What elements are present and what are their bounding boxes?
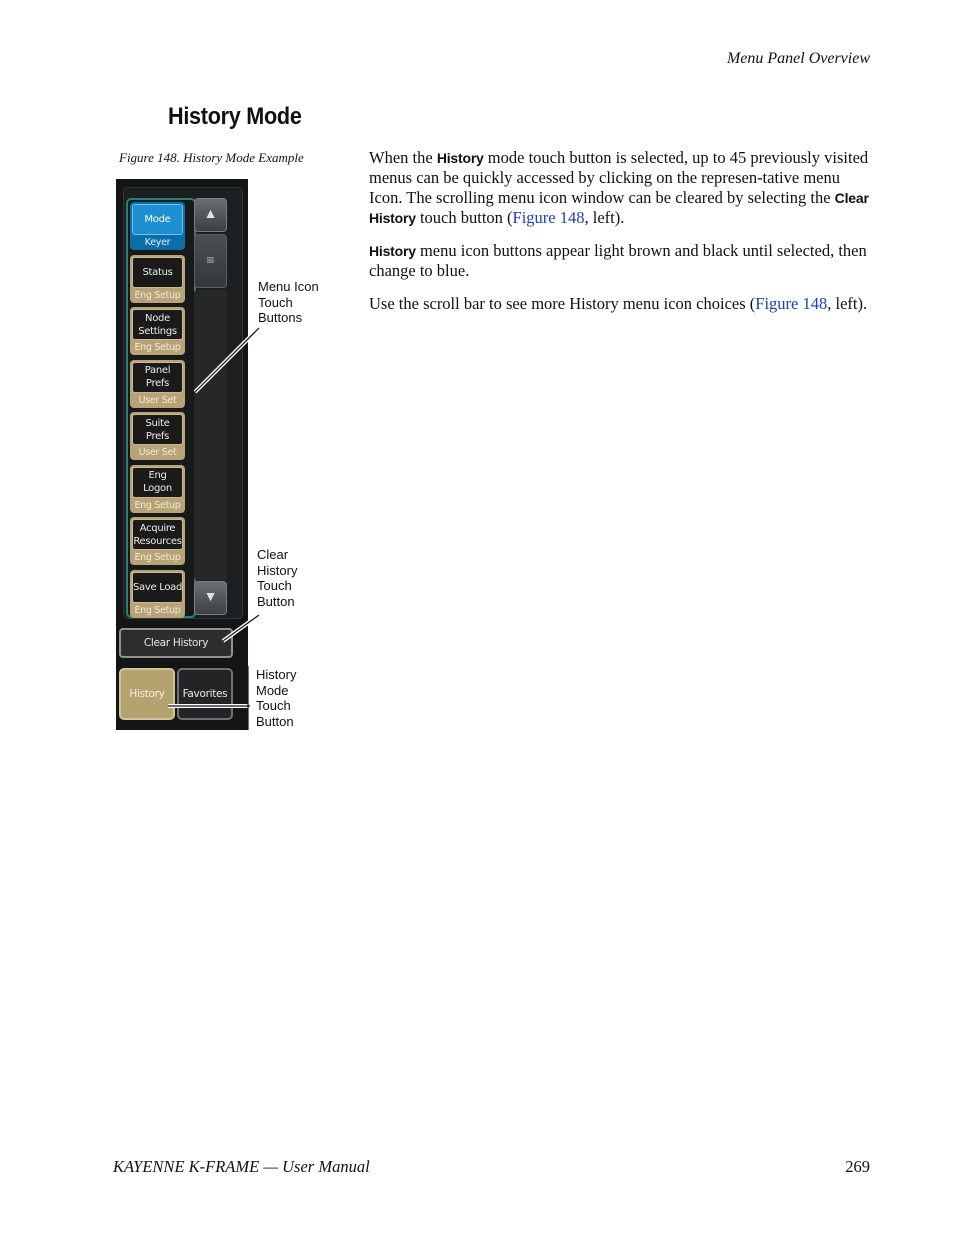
figure-link[interactable]: Figure 148	[512, 208, 585, 227]
menu-icon-button-category: User Set	[138, 447, 177, 458]
footer-manual-title: KAYENNE K-FRAME — User Manual	[113, 1157, 370, 1176]
paragraph-2: History menu icon buttons appear light brown and black until selected, then change to blue.	[369, 241, 867, 280]
menu-icon-button-category: Eng Setup	[134, 289, 181, 301]
running-header: Menu Panel Overview	[726, 50, 870, 67]
menu-icon-button-category: User Set	[138, 394, 177, 406]
chevron-down-icon: ▼	[203, 590, 218, 605]
history-mode-button[interactable]: History	[119, 668, 175, 720]
section-title: History Mode	[168, 103, 302, 130]
menu-icon-button-label: Eng Logon	[132, 467, 183, 498]
menu-icon-button-category: Eng Setup	[134, 499, 181, 511]
paragraph-1: When the History mode touch button is selected, up to 45 previously visited menus can be quickly accessed by clicking on the represen-tative menu Icon. The scrolling menu icon window can be cleared by selecting the Clear History touch button (Figure 148, left).	[369, 148, 869, 227]
body-text	[369, 148, 874, 327]
chevron-up-icon: ▲	[203, 207, 218, 222]
callout-clear-history: Clear History Touch Button	[257, 547, 298, 609]
menu-icon-button-category: Keyer	[144, 237, 171, 248]
callout-menu-icon: Menu Icon Touch Buttons	[258, 279, 319, 325]
keyword-clear-history: Clear History	[369, 190, 869, 226]
favorites-mode-button[interactable]: Favorites	[177, 668, 233, 720]
menu-icon-button-label: Panel Prefs	[132, 362, 183, 393]
page-number: 269	[845, 1157, 870, 1176]
menu-icon-button-label: Save Load	[132, 572, 183, 603]
clear-history-button[interactable]: Clear History	[119, 628, 233, 658]
menu-icon-button-label: Status	[132, 257, 183, 288]
keyword-history: History	[369, 243, 416, 259]
grip-icon: ≡	[206, 252, 215, 269]
menu-icon-button-category: Eng Setup	[134, 342, 181, 353]
menu-icon-button-label: Suite Prefs	[132, 414, 183, 445]
menu-icon-button-label: Acquire Resources	[132, 519, 183, 550]
callout-history-mode: History Mode Touch Button	[256, 667, 297, 729]
menu-icon-button-category: Eng Setup	[134, 604, 181, 616]
menu-icon-button-category: Eng Setup	[134, 552, 181, 563]
menu-icon-button-label: Node Settings	[132, 309, 183, 340]
figure-link[interactable]: Figure 148	[755, 294, 828, 313]
figure-caption: Figure 148. History Mode Example	[119, 150, 304, 165]
menu-icon-button-label: Mode	[132, 204, 183, 235]
keyword-history: History	[436, 150, 484, 166]
paragraph-3: Use the scroll bar to see more History menu icon choices (Figure 148, left).	[369, 294, 868, 313]
